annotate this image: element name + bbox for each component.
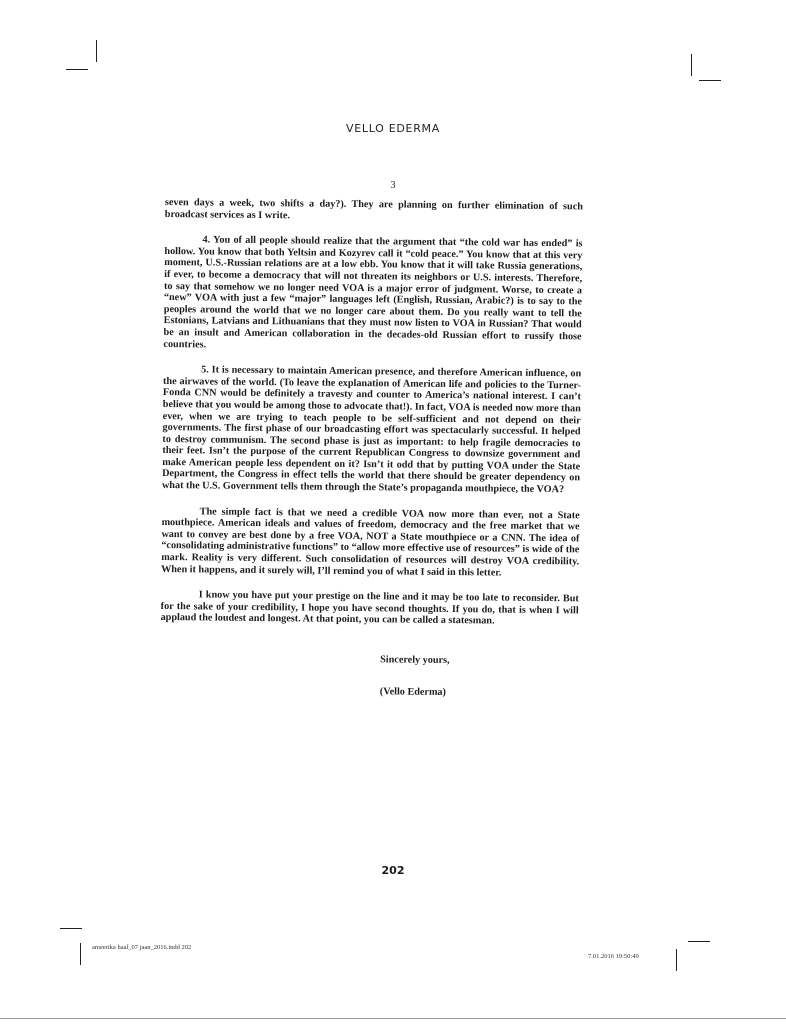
- crop-mark: [80, 943, 81, 965]
- book-page-number: 202: [381, 864, 405, 877]
- paragraph-point-5: 5. It is necessary to maintain American presence, and therefore American influence, on the airwaves of the world. (To leave the explanation of American life and policies to the Turner-Fonda CNN would be definitely a travesty and counter to America’s national interest. I can’t believe that you would be among those to advocate that!). In fact, VOA is needed now more than ever, when we are trying to teach people to be self-sufficient and not depend on their governments. The first phase of our broadcasting effort was spectacularly successful. It helped to destroy communism. The second phase is just as important: to help fragile democracies to their feet. Isn’t the purpose of the current Republican Congress to downsize government and make American people less dependent on it? Isn’t it odd that by putting VOA under the State Department, the Congress in effect tells the world that there should be greater dependency on what the U.S. Government tells them through the State’s propaganda mouthpiece, the VOA?: [161, 364, 582, 496]
- signature-line: (Vello Ederma): [379, 685, 447, 698]
- closing-line: Sincerely yours,: [380, 654, 450, 667]
- crop-mark: [60, 928, 82, 929]
- scan-edge-line: [0, 1018, 786, 1019]
- crop-mark: [691, 54, 692, 76]
- print-slug-filename: ameerika haal_07 jaan_2016.indd 202: [92, 944, 192, 951]
- paragraph-point-4: 4. You of all people should realize that the argument that “the cold war has ended” is hollow. You know that both Yeltsin and Kozyrev call it “cold peace.” You know that at this very moment, U.S.-Russian relations are at a low ebb. You know that it will take Russia generations, if ever, to become a democracy that will not threaten its neighbors or U.S. interests. Therefore, to say that somehow we no longer need VOA is a major error of judgment. Worse, to create a “new” VOA with just a few “major” languages left (English, Russian, Arabic?) is to say to the peoples around the world that we no longer care about them. Do you really want to tell the Estonians, Latvians and Lithuanians that they must now listen to VOA in Russian? That would be an insult and American collaboration in the decades-old Russian effort to russify those countries.: [163, 234, 583, 350]
- crop-mark: [96, 40, 97, 62]
- crop-mark: [699, 80, 721, 81]
- paragraph-conclusion: I know you have put your prestige on the line and it may be too late to reconsider. But for the sake of your credibility, I hope you have second thoughts. If you do, that is when I will applaud the loudest and longest. At that point, you can be called a statesman.: [160, 589, 579, 627]
- crop-mark: [676, 949, 677, 971]
- running-header: VELLO EDERMA: [346, 122, 440, 135]
- crop-mark: [688, 941, 710, 942]
- print-slug-timestamp: 7.01.2016 19:50:49: [588, 953, 639, 960]
- paragraph-continuation: seven days a week, two shifts a day?). They are planning on further elimination of such broadcast services as I write.: [164, 197, 583, 221]
- letter-body: [160, 197, 583, 700]
- letter-page-number: 3: [390, 180, 396, 191]
- paragraph-simple-fact: The simple fact is that we need a credible VOA now more than ever, not a State mouthpiece. American ideals and values of freedom, democracy and the free market that we want to convey are best done by a free VOA, NOT a State mouthpiece or a CNN. The idea of “consolidating administrative functions” to “allow more effective use of resources” is wide of the mark. Reality is very different. Such consolidation of resources will destroy VOA credibility. When it happens, and it surely will, I’ll remind you of what I said in this letter.: [161, 506, 580, 579]
- crop-mark: [66, 69, 88, 70]
